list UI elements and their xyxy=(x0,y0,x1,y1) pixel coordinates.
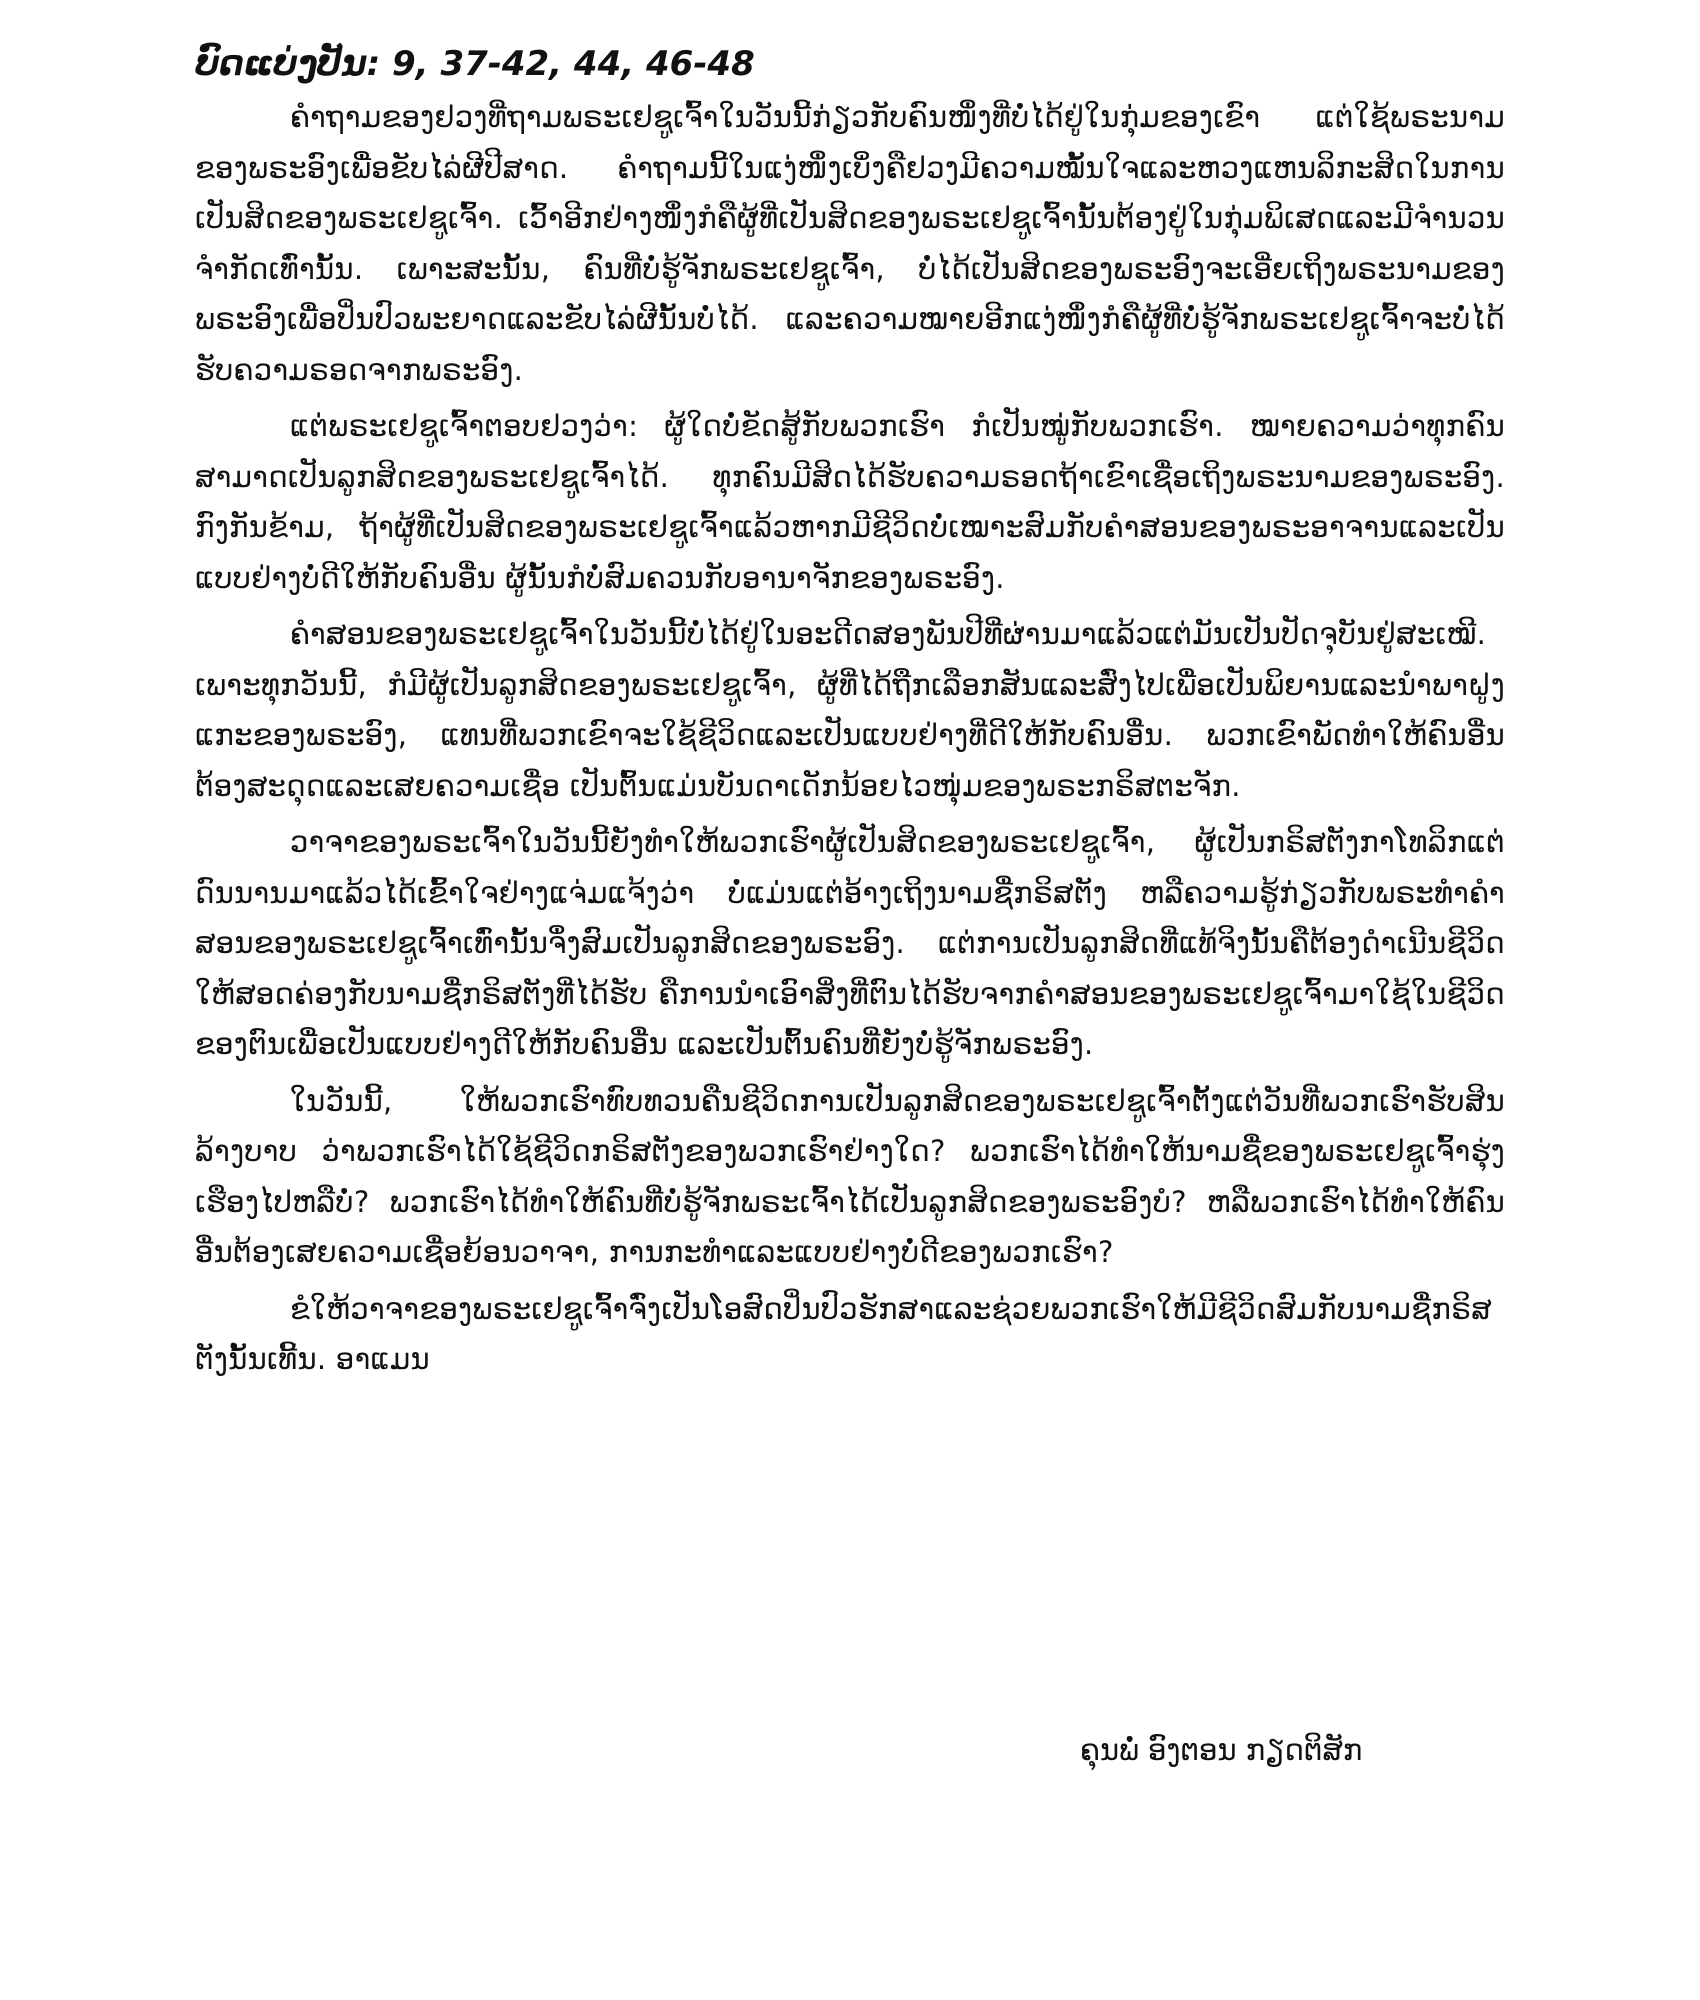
reading-heading: ບົດແບ່ງປັນ: 9, 37-42, 44, 46-48 xyxy=(195,44,755,84)
paragraph-6: ຂໍໃຫ້ວາຈາຂອງພຣະເຢຊູເຈົ້າຈົ່ງເປັນໂອສົດປິ່ນປົວຮັກສາແລະຊ່ວຍພວກເຮົາໃຫ້ມີຊີວິດສົມກັບນາມຊື່ກຣິສຕັງນັ້ນເທີ້ນ. ອາແມນ xyxy=(195,1291,1492,1376)
document-page xyxy=(195,40,1505,1391)
paragraph-3: ຄຳສອນຂອງພຣະເຢຊູເຈົ້າໃນວັນນີ້ບໍ່ໄດ້ຢູ່ໃນອະດີດສອງພັນປີທີ່ຜ່ານມາແລ້ວແຕ່ມັນເປັນປັດຈຸບັນຢູ່ສະເໝີ. ເພາະທຸກວັນນີ້, ກໍມີຜູ້ເປັນລູກສິດຂອງພຣະເຢຊູເຈົ້າ, ຜູ້ທີ່ໄດ້ຖືກເລືອກສັນແລະສົ່ງໄປເພື່ອເປັນພິຍານແລະນຳພາຝູງແກະຂອງພຣະອົງ, ແທນທີ່ພວກເຂົາຈະໃຊ້ຊີວິດແລະເປັນແບບຢ່າງທີ່ດີໃຫ້ກັບຄົນອື່ນ. ພວກເຂົາພັດທຳໃຫ້ຄົນອື່ນຕ້ອງສະດຸດແລະເສຍຄວາມເຊື່ອ ເປັນຕົ້ນແມ່ນບັນດາເດັກນ້ອຍໄວໜຸ່ມຂອງພຣະກຣິສຕະຈັກ. xyxy=(195,617,1505,803)
paragraph-5: ໃນວັນນີ້, ໃຫ້ພວກເຮົາທົບທວນຄືນຊີວິດການເປັນລູກສິດຂອງພຣະເຢຊູເຈົ້າຕັ້ງແຕ່ວັນທີ່ພວກເຮົາຮັບສິນລ້າງບາບ ວ່າພວກເຮົາໄດ້ໃຊ້ຊີວິດກຣິສຕັງຂອງພວກເຮົາຢ່າງໃດ? ພວກເຮົາໄດ້ທຳໃຫ້ນາມຊື່ຂອງພຣະເຢຊູເຈົ້າຮຸ່ງເຮືອງໄປຫລືບໍ່? ພວກເຮົາໄດ້ທຳໃຫ້ຄົນທີ່ບໍ່ຮູ້ຈັກພຣະເຈົ້າໄດ້ເປັນລູກສິດຂອງພຣະອົງບໍ? ຫລືພວກເຮົາໄດ້ທຳໃຫ້ຄົນອື່ນຕ້ອງເສຍຄວາມເຊື່ອຍ້ອນວາຈາ, ການກະທຳແລະແບບຢ່າງບໍ່ດີຂອງພວກເຮົາ? xyxy=(195,1083,1505,1269)
author-signature: ຄຸນພໍ່ ອົງຕອນ ກຽດຕິສັກ xyxy=(1080,1733,1363,1767)
paragraph-4: ວາຈາຂອງພຣະເຈົ້າໃນວັນນີ້ຍັງທຳໃຫ້ພວກເຮົາຜູ້ເປັນສິດຂອງພຣະເຢຊູເຈົ້າ, ຜູ້ເປັນກຣິສຕັງກາໂທລິກແຕ່ດົນນານມາແລ້ວໄດ້ເຂົ້າໃຈຢ່າງແຈ່ມແຈ້ງວ່າ ບໍ່ແມ່ນແຕ່ອ້າງເຖິງນາມຊື່ກຣິສຕັງ ຫລືຄວາມຮູ້ກ່ຽວກັບພຣະທຳຄຳສອນຂອງພຣະເຢຊູເຈົ້າເທົ່ານັ້ນຈຶ່ງສົມເປັນລູກສິດຂອງພຣະອົງ. ແຕ່ການເປັນລູກສິດທີ່ແທ້ຈິງນັ້ນຄືຕ້ອງດຳເນີນຊີວິດໃຫ້ສອດຄ່ອງກັບນາມຊື່ກຣິສຕັງທີ່ໄດ້ຮັບ ຄືການນຳເອົາສິ່ງທີ່ຕົນໄດ້ຮັບຈາກຄຳສອນຂອງພຣະເຢຊູເຈົ້າມາໃຊ້ໃນຊີວິດຂອງຕົນເພື່ອເປັນແບບຢ່າງດີໃຫ້ກັບຄົນອື່ນ ແລະເປັນຕົ້ນຄົນທີ່ຍັງບໍ່ຮູ້ຈັກພຣະອົງ. xyxy=(195,825,1505,1061)
paragraph-2: ແຕ່ພຣະເຢຊູເຈົ້າຕອບຢວງວ່າ: ຜູ້ໃດບໍ່ຂັດສູ້ກັບພວກເຮົາ ກໍເປັນໝູ່ກັບພວກເຮົາ. ໝາຍຄວາມວ່າທຸກຄົນສາມາດເປັນລູກສິດຂອງພຣະເຢຊູເຈົ້າໄດ້. ທຸກຄົນມີສິດໄດ້ຮັບຄວາມຣອດຖ້າເຂົາເຊື່ອເຖິງພຣະນາມຂອງພຣະອົງ. ກົງກັນຂ້າມ, ຖ້າຜູ້ທີ່ເປັນສິດຂອງພຣະເຢຊູເຈົ້າແລ້ວຫາກມີຊີວິດບໍ່ເໝາະສົມກັບຄຳສອນຂອງພຣະອາຈານແລະເປັນແບບຢ່າງບໍ່ດີໃຫ້ກັບຄົນອື່ນ ຜູ້ນັ້ນກໍບໍ່ສົມຄວນກັບອານາຈັກຂອງພຣະອົງ. xyxy=(195,409,1505,595)
paragraph-1: ຄຳຖາມຂອງຢວງທີ່ຖາມພຣະເຢຊູເຈົ້າໃນວັນນີ້ກ່ຽວກັບຄົນໜຶ່ງທີ່ບໍ່ໄດ້ຢູ່ໃນກຸ່ມຂອງເຂົາ ແຕ່ໃຊ້ພຣະນາມຂອງພຣະອົງເພື່ອຂັບໄລ່ຜີປີສາດ. ຄຳຖາມນີ້ໃນແງ່ໜຶ່ງເບິ່ງຄືຢວງມີຄວາມໝັ້ນໃຈແລະຫວງແຫນລິກະສິດໃນການເປັນສິດຂອງພຣະເຢຊູເຈົ້າ. ເວົ້າອີກຢ່າງໜຶ່ງກໍຄືຜູ້ທີ່ເປັນສິດຂອງພຣະເຢຊູເຈົ້ານັ້ນຕ້ອງຢູ່ໃນກຸ່ມພິເສດແລະມີຈຳນວນຈຳກັດເທົ່ານັ້ນ. ເພາະສະນັ້ນ, ຄົນທີ່ບໍ່ຮູ້ຈັກພຣະເຢຊູເຈົ້າ, ບໍ່ໄດ້ເປັນສິດຂອງພຣະອົງຈະເອີ່ຍເຖິງພຣະນາມຂອງພຣະອົງເພື່ອປິ່ນປົວພະຍາດແລະຂັບໄລ່ຜີນັ້ນບໍ່ໄດ້. ແລະຄວາມໝາຍອີກແງ່ໜຶ່ງກໍຄືຜູ້ທີ່ບໍ່ຮູ້ຈັກພຣະເຢຊູເຈົ້າຈະບໍ່ໄດ້ຮັບຄວາມຣອດຈາກພຣະອົງ. xyxy=(195,100,1505,387)
